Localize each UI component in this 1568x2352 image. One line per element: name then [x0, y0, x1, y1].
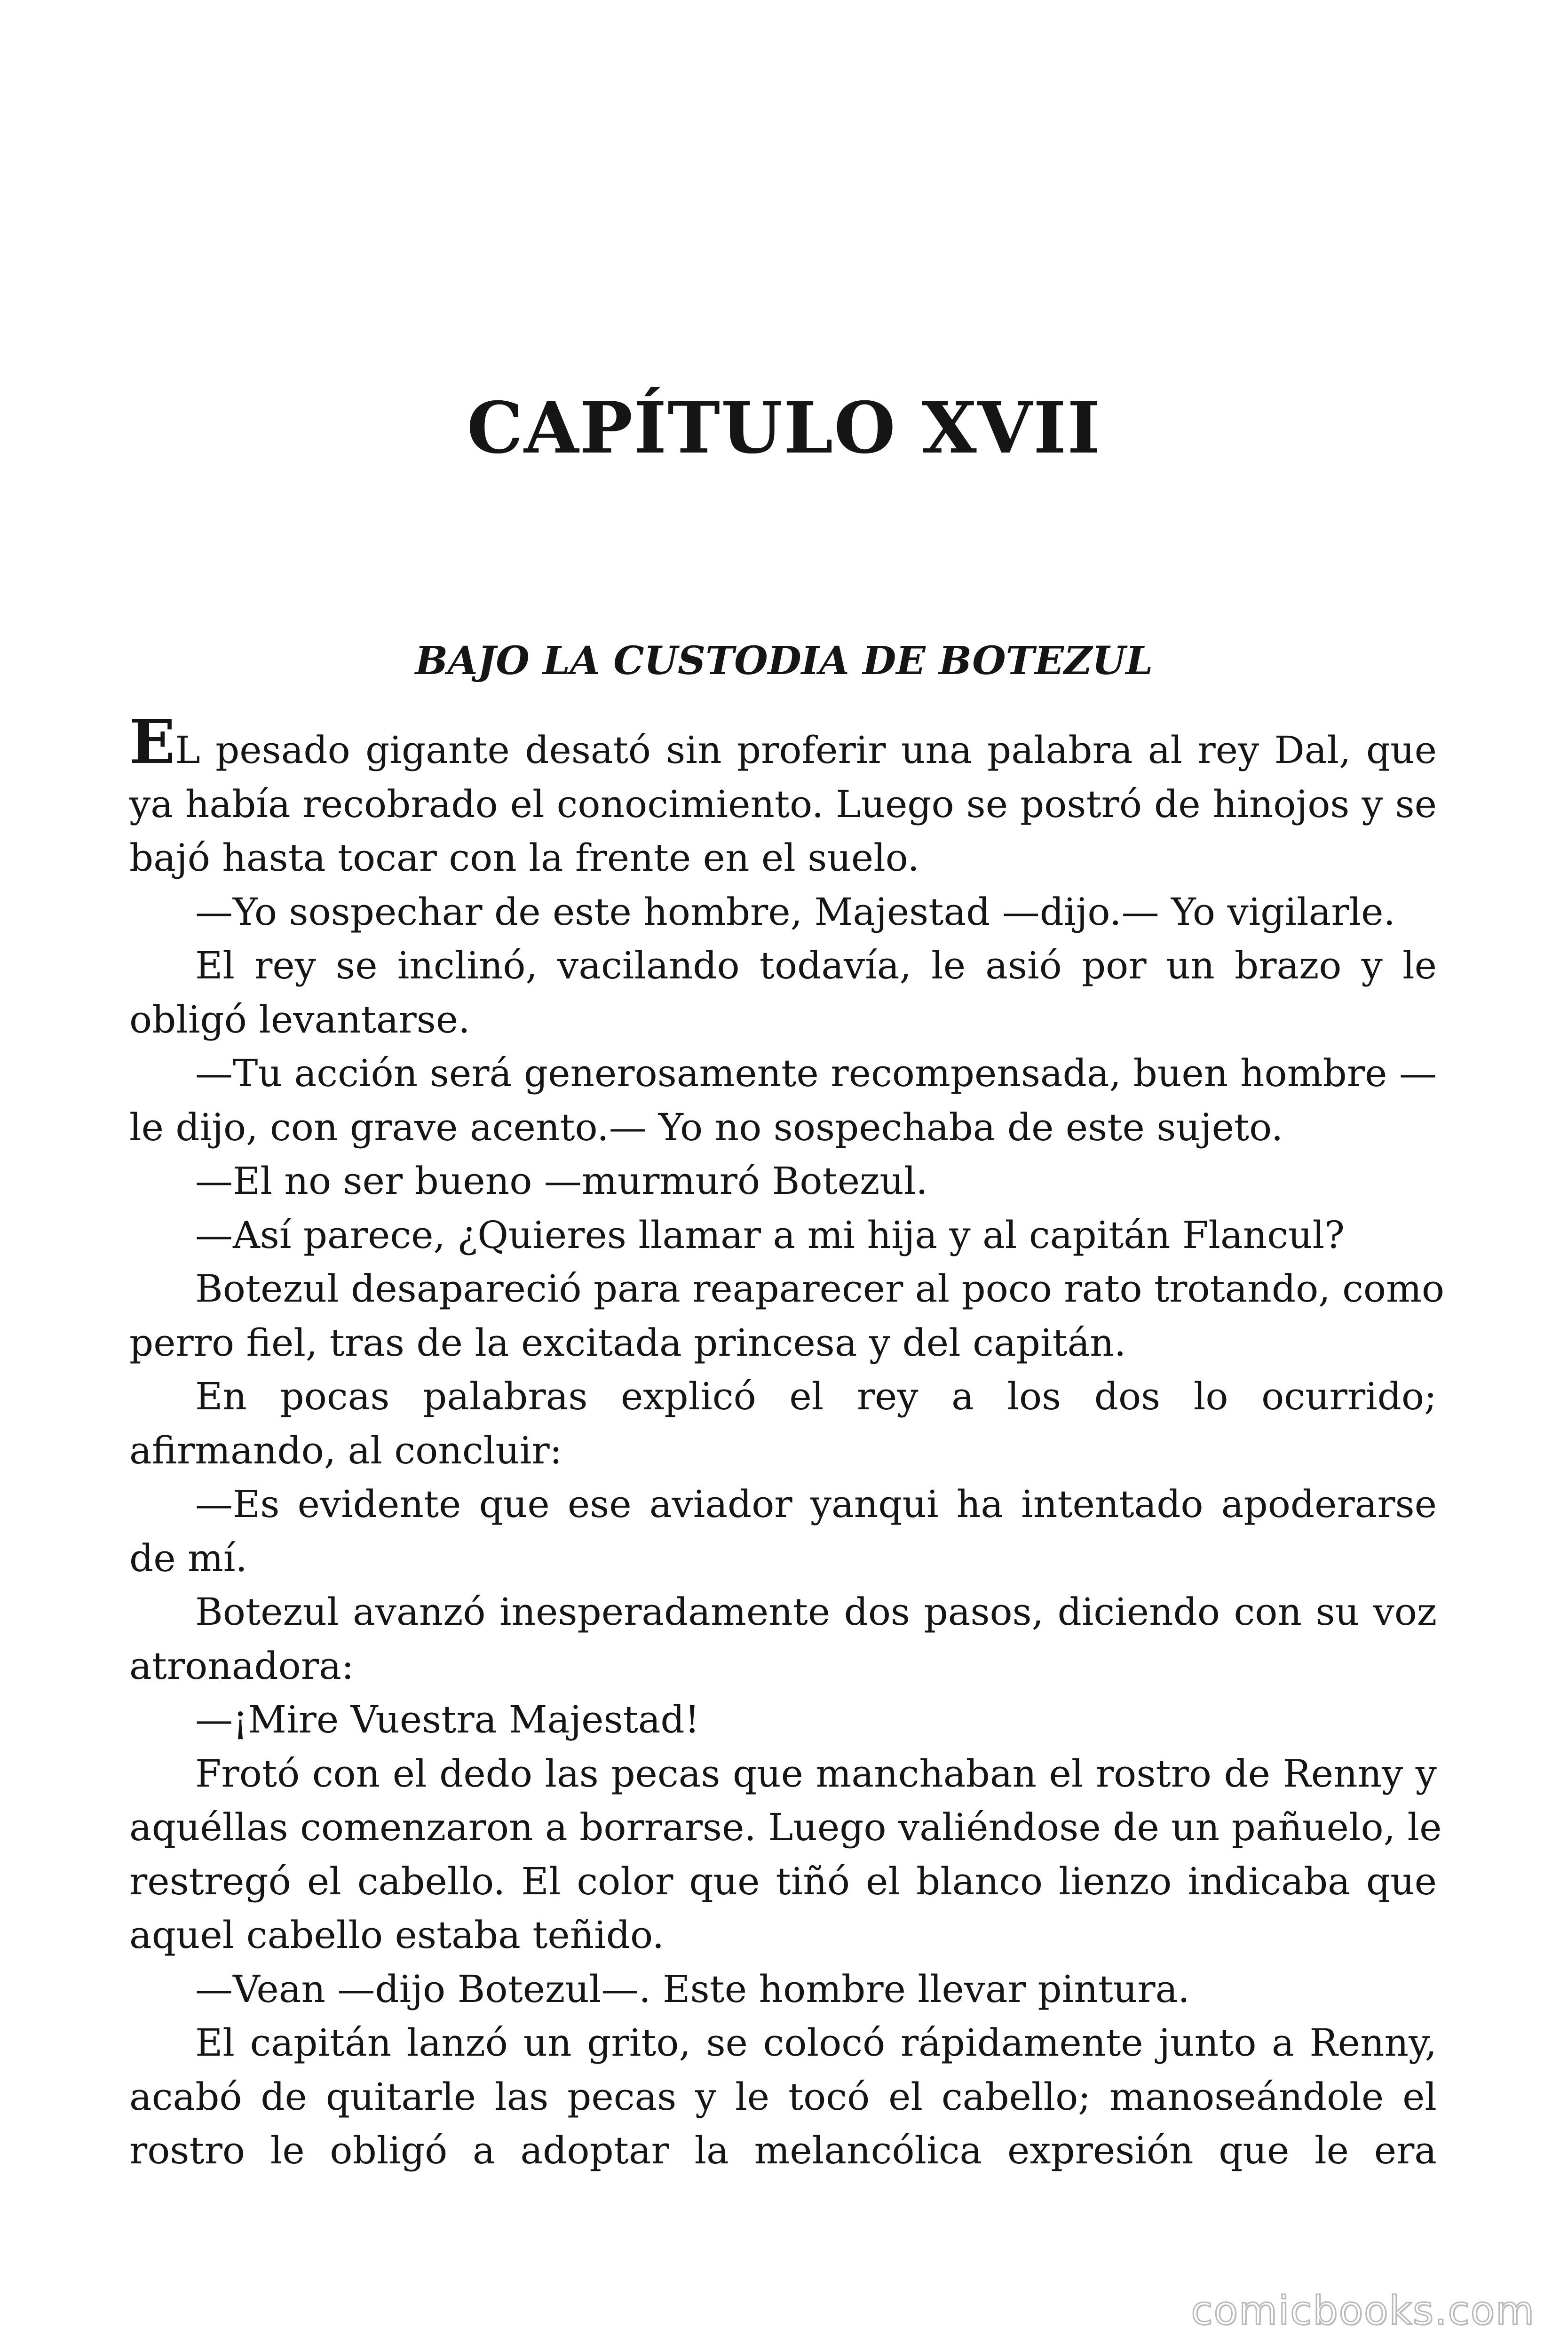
- text-line: de mí.: [129, 1536, 247, 1580]
- text-line: le dijo, con grave acento.— Yo no sospechaba de este sujeto.: [129, 1105, 1283, 1149]
- text-line: En pocas palabras explicó el rey a los dos lo ocurrido;: [195, 1375, 1437, 1418]
- text-line: —¡Mire Vuestra Majestad!: [195, 1698, 700, 1741]
- text-line: Botezul desapareció para reaparecer al poco rato trotando, como: [195, 1267, 1445, 1311]
- text-line: bajó hasta tocar con la frente en el suelo.: [129, 836, 919, 880]
- text-line: —Vean —dijo Botezul—. Este hombre llevar pintura.: [195, 1967, 1190, 2011]
- text-line: atronadora:: [129, 1644, 354, 1688]
- text-line: aquéllas comenzaron a borrarse. Luego valiéndose de un pañuelo, le: [129, 1805, 1442, 1849]
- text-line: perro fiel, tras de la excitada princesa y del capitán.: [129, 1320, 1126, 1365]
- text-line: —Así parece, ¿Quieres llamar a mi hija y al capitán Flancul?: [195, 1213, 1345, 1257]
- text-line: afirmando, al concluir:: [129, 1428, 562, 1472]
- text-line: rostro le obligó a adoptar la melancólica expresión que le era: [129, 2129, 1437, 2172]
- text-line: —Es evidente que ese aviador yanqui ha intentado apoderarse: [195, 1482, 1437, 1526]
- text-line: El rey se inclinó, vacilando todavía, le asió por un brazo y le: [195, 944, 1437, 987]
- text-line: EL pesado gigante desató sin proferir una palabra al rey Dal, que: [129, 707, 1437, 778]
- text-line: obligó levantarse.: [129, 997, 470, 1041]
- chapter-title: CAPÍTULO XVII: [467, 387, 1101, 469]
- text-line: Botezul avanzó inesperadamente dos pasos, diciendo con su voz: [195, 1590, 1437, 1634]
- text-line: —El no ser bueno —murmuró Botezul.: [195, 1159, 928, 1203]
- text-line: —Tu acción será generosamente recompensada, buen hombre —: [195, 1051, 1437, 1095]
- body-text: [129, 707, 1445, 2178]
- text-line: Frotó con el dedo las pecas que manchaban el rostro de Renny y: [195, 1751, 1437, 1796]
- text-line: —Yo sospechar de este hombre, Majestad —dijo.— Yo vigilarle.: [195, 890, 1395, 934]
- text-line: El capitán lanzó un grito, se colocó rápidamente junto a Renny,: [195, 2021, 1437, 2065]
- text-line: acabó de quitarle las pecas y le tocó el cabello; manoseándole el: [129, 2074, 1437, 2119]
- text-line: ya había recobrado el conocimiento. Luego se postró de hinojos y se: [129, 782, 1437, 826]
- text-line: restregó el cabello. El color que tiñó el blanco lienzo indicaba que: [129, 1859, 1437, 1903]
- text-line: aquel cabello estaba teñido.: [129, 1913, 665, 1957]
- drop-initial: E: [129, 707, 175, 778]
- watermark: comicbooks.com: [1191, 2288, 1535, 2334]
- section-title: BAJO LA CUSTODIA DE BOTEZUL: [415, 638, 1153, 683]
